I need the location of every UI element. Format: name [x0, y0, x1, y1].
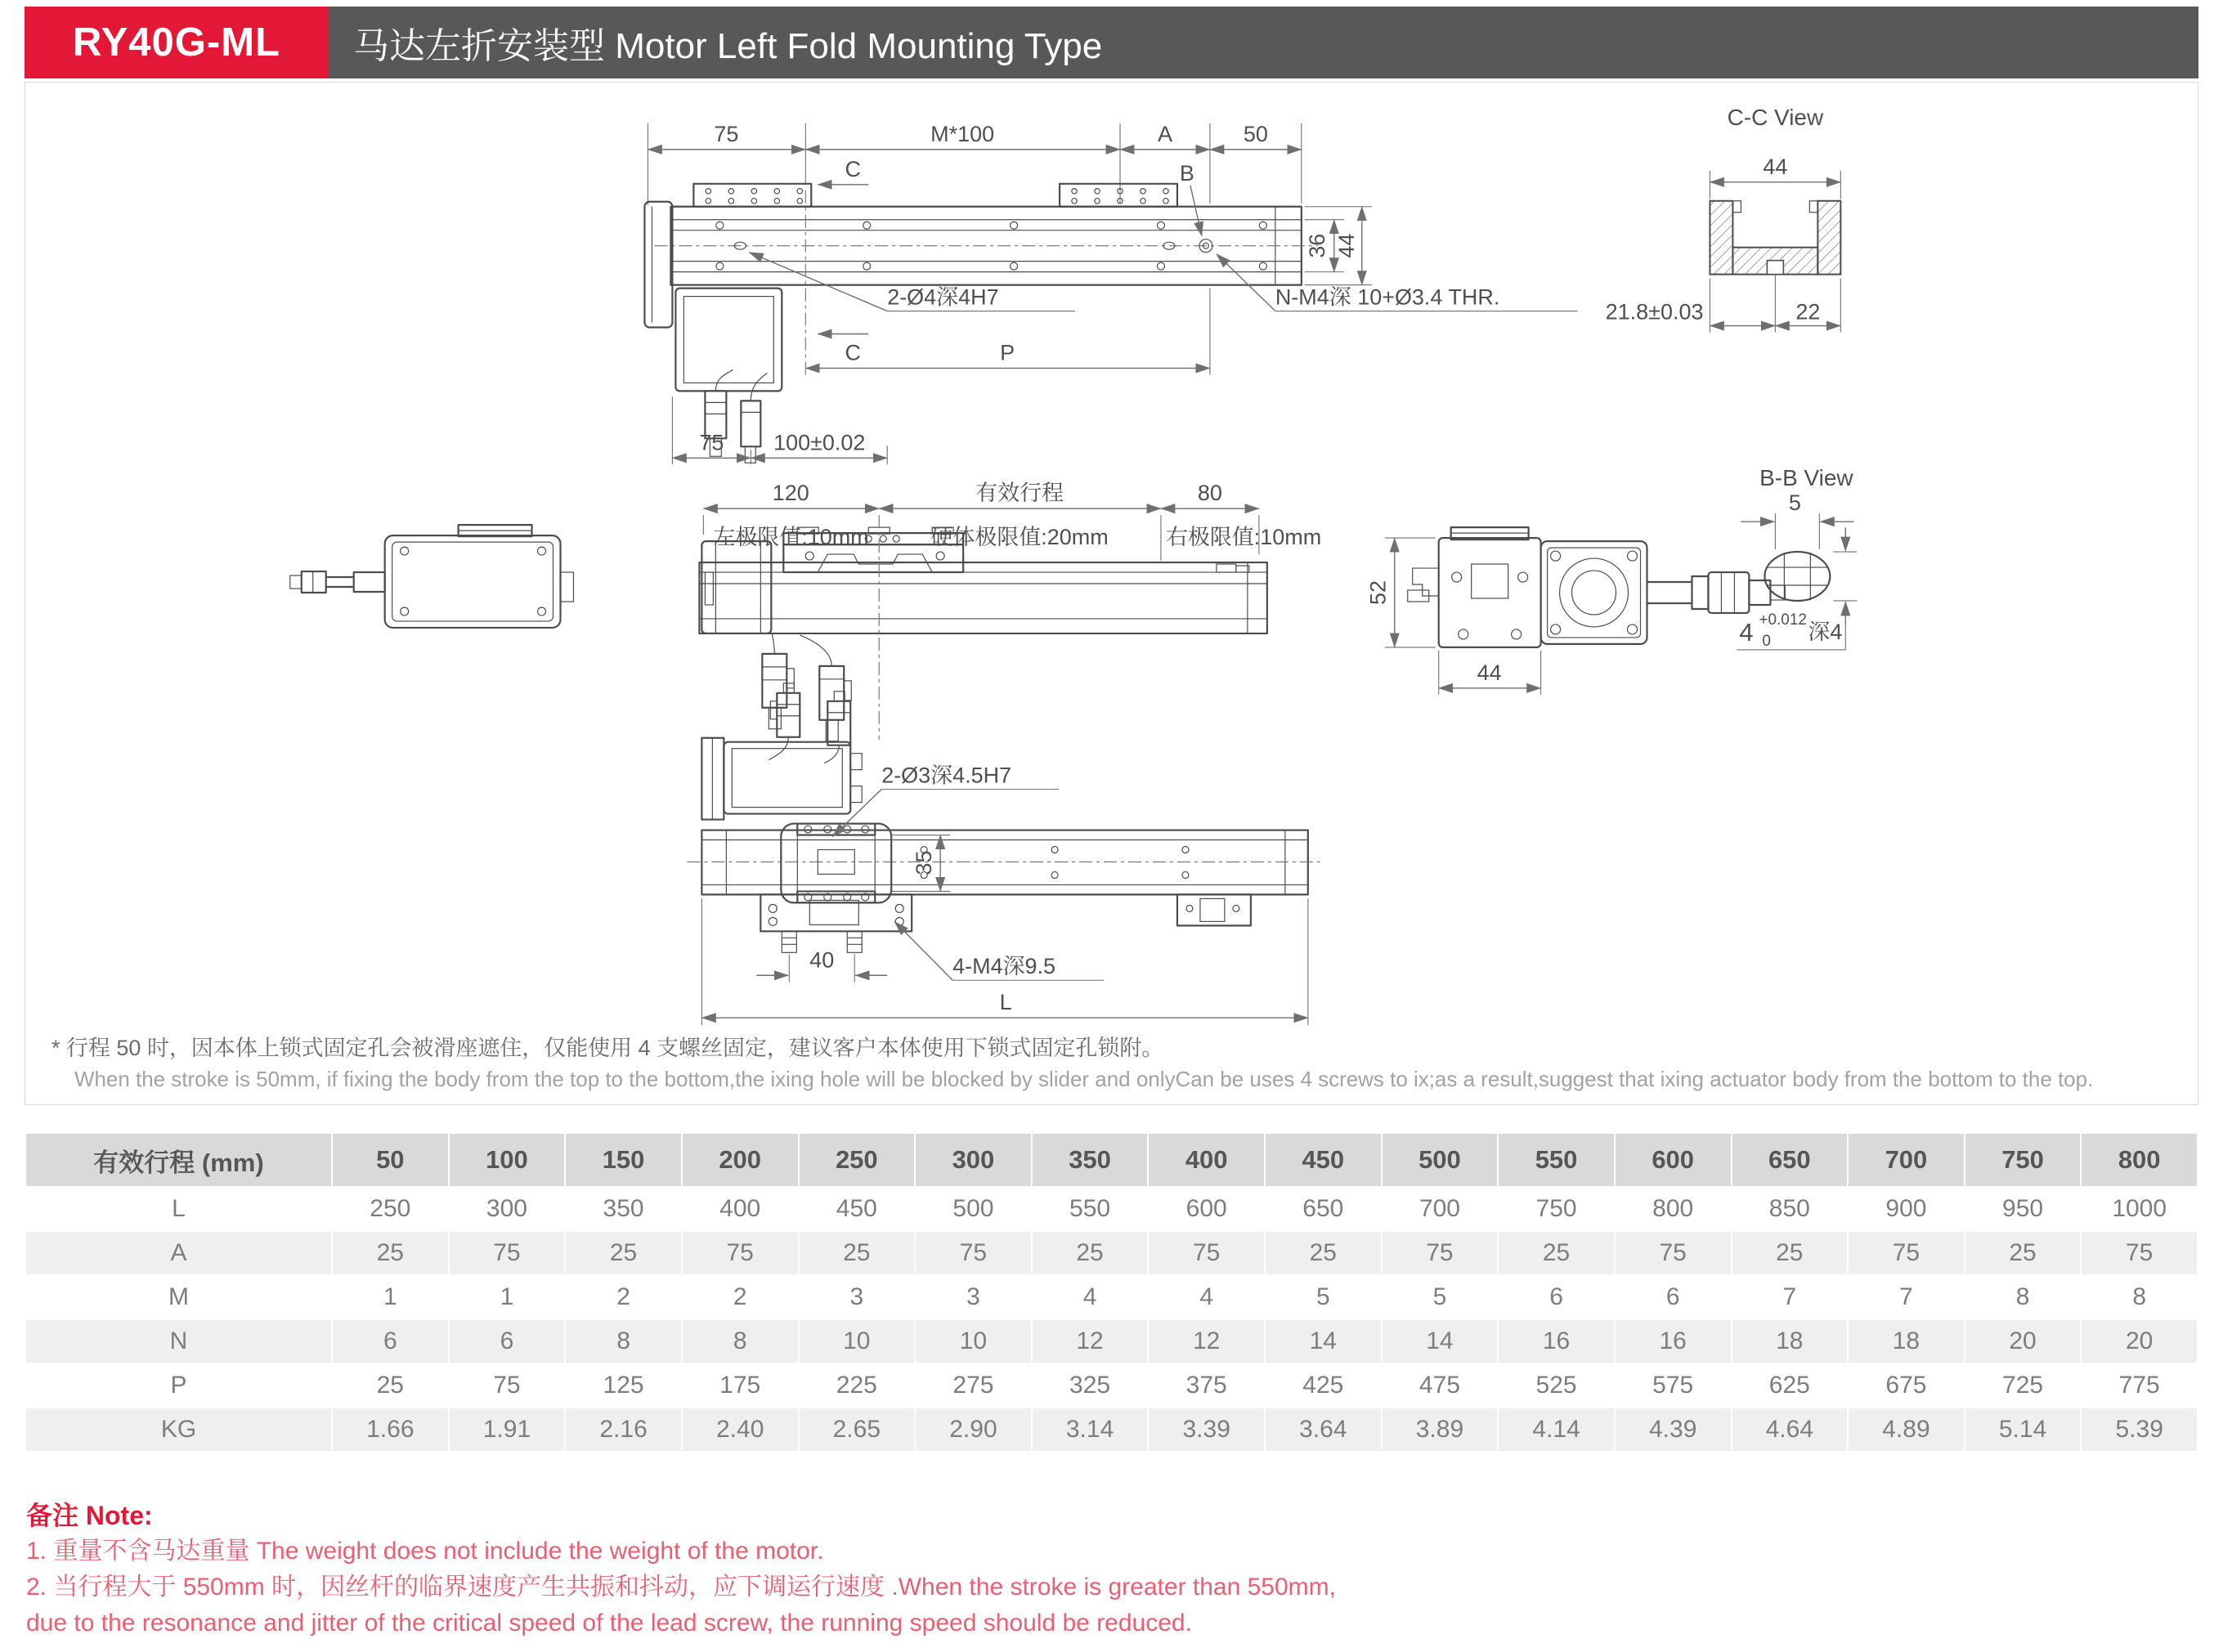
table-cell: 1.66 [332, 1408, 449, 1452]
table-cell: 775 [2081, 1363, 2198, 1408]
table-cell: 650 [1265, 1187, 1382, 1231]
table-cell: 250 [332, 1187, 449, 1231]
table-cell: 6 [449, 1319, 566, 1363]
bottom-view [687, 683, 1320, 1025]
table-cell: 4.64 [1732, 1408, 1849, 1452]
title-bar [25, 7, 2198, 78]
table-cell: 25 [1498, 1231, 1615, 1275]
table-cell: 3 [799, 1275, 916, 1319]
stroke-col-header: 800 [2081, 1133, 2198, 1187]
table-row-N [25, 1319, 2198, 1363]
table-cell: 20 [2081, 1319, 2198, 1363]
table-cell: 1000 [2081, 1187, 2198, 1231]
table-cell: 3.64 [1265, 1408, 1382, 1452]
table-cell: 125 [565, 1363, 682, 1408]
plate-holes [706, 189, 1168, 204]
table-cell: 14 [1265, 1319, 1382, 1363]
engineering-drawing [25, 83, 2198, 1104]
bb-tolerance-plus: +0.012 [1759, 611, 1807, 629]
table-cell: 3.89 [1382, 1408, 1499, 1452]
table-cell: 75 [1615, 1231, 1732, 1275]
table-cell: 2.16 [565, 1408, 682, 1452]
table-cell: 475 [1382, 1363, 1499, 1408]
table-cell: 8 [565, 1319, 682, 1363]
table-cell: 2.65 [799, 1408, 916, 1452]
table-cell: 5 [1265, 1275, 1382, 1319]
dim-40: 40 [809, 947, 835, 973]
stroke-col-header: 100 [449, 1133, 566, 1187]
table-cell: 1 [449, 1275, 566, 1319]
right-limit-label: 右极限值:10mm [1165, 525, 1322, 550]
bb-section-view [1737, 465, 1857, 650]
table-cell: 14 [1382, 1319, 1499, 1363]
table-cell: 3.39 [1148, 1408, 1265, 1452]
cc-dim-44: 44 [1763, 154, 1788, 179]
table-cell: 2 [565, 1275, 682, 1319]
table-cell: 8 [1965, 1275, 2082, 1319]
table-cell: 850 [1732, 1187, 1849, 1231]
table-cell: 8 [2081, 1275, 2198, 1319]
table-cell: 25 [1032, 1231, 1149, 1275]
table-cell: 6 [1498, 1275, 1615, 1319]
table-cell: 2.40 [682, 1408, 799, 1452]
table-cell: 425 [1265, 1363, 1382, 1408]
table-cell: 8 [682, 1319, 799, 1363]
table-cell: 1 [332, 1275, 449, 1319]
dim-44-plan: 44 [1333, 233, 1359, 258]
table-cell: 450 [799, 1187, 916, 1231]
table-cell: 25 [1965, 1231, 2082, 1275]
table-cell: 175 [682, 1363, 799, 1408]
bottom-thread-label: 4-M4深9.5 [952, 954, 1056, 979]
dim-50: 50 [1243, 121, 1268, 146]
spec-table-head-row [25, 1133, 2198, 1187]
table-cell: 75 [449, 1231, 566, 1275]
row-label: N [25, 1319, 332, 1363]
table-cell: 6 [1615, 1275, 1732, 1319]
table-row-M [25, 1275, 2198, 1319]
table-cell: 625 [1732, 1363, 1849, 1408]
label-b: B [1179, 160, 1194, 186]
table-cell: 16 [1498, 1319, 1615, 1363]
table-cell: 300 [449, 1187, 566, 1231]
table-cell: 4.39 [1615, 1408, 1732, 1452]
side-elevation-view [290, 481, 1786, 741]
effective-stroke-label: 有效行程 [975, 481, 1064, 506]
table-cell: 10 [799, 1319, 916, 1363]
table-cell: 3.14 [1032, 1408, 1149, 1452]
cc-dim-21-8: 21.8±0.03 [1605, 299, 1704, 325]
dim-44-end: 44 [1477, 660, 1502, 685]
dim-52: 52 [1365, 580, 1391, 605]
table-cell: 1.91 [449, 1408, 566, 1452]
row-label: L [25, 1187, 332, 1231]
stroke-col-header: 700 [1848, 1133, 1965, 1187]
stroke-col-header: 300 [915, 1133, 1032, 1187]
cc-view-title: C-C View [1727, 104, 1824, 130]
dim-a: A [1157, 121, 1172, 146]
hard-limit-label: 硬体极限值:20mm [930, 525, 1109, 550]
table-cell: 4.14 [1498, 1408, 1615, 1452]
bb-tolerance-zero: 0 [1762, 632, 1771, 650]
table-cell: 75 [682, 1231, 799, 1275]
table-cell: 4.89 [1848, 1408, 1965, 1452]
table-cell: 7 [1848, 1275, 1965, 1319]
table-cell: 12 [1032, 1319, 1149, 1363]
table-cell: 700 [1382, 1187, 1499, 1231]
table-cell: 500 [915, 1187, 1032, 1231]
table-cell: 7 [1732, 1275, 1849, 1319]
table-cell: 16 [1615, 1319, 1732, 1363]
table-cell: 375 [1148, 1363, 1265, 1408]
table-cell: 4 [1148, 1275, 1265, 1319]
table-cell: 950 [1965, 1187, 2082, 1231]
cc-section-view [1606, 105, 1841, 333]
section-mark-c-bottom: C [845, 340, 861, 365]
note-line-2: 2. 当行程大于 550mm 时，因丝杆的临界速度产生共振和抖动，应下调运行速度 .When the stroke is greater than 550mm, [26, 1574, 1336, 1601]
bb-dim-5: 5 [1788, 490, 1801, 516]
footnote-zh: * 行程 50 时，因本体上锁式固定孔会被滑座遮住，仅能使用 4 支螺丝固定，建议客户本体使用下锁式固定孔锁附。 [51, 1036, 1164, 1061]
table-cell: 25 [565, 1231, 682, 1275]
dim-l: L [999, 990, 1012, 1015]
row-label: A [25, 1231, 332, 1275]
page-title: 马达左折安装型 Motor Left Fold Mounting Type [353, 26, 1103, 66]
left-limit-label: 左极限值:10mm [713, 525, 869, 550]
table-cell: 5.39 [2081, 1408, 2198, 1452]
table-row-L [25, 1187, 2198, 1231]
table-cell: 20 [1965, 1319, 2082, 1363]
dim-75-bottom: 75 [699, 430, 724, 455]
table-cell: 10 [915, 1319, 1032, 1363]
table-row-KG [25, 1408, 2198, 1452]
cc-dim-22: 22 [1795, 299, 1821, 325]
dim-100: 100±0.02 [773, 430, 866, 455]
dim-120: 120 [772, 481, 809, 506]
table-corner-header: 有效行程 (mm) [25, 1133, 332, 1187]
table-cell: 725 [1965, 1363, 2082, 1408]
table-cell: 75 [1848, 1231, 1965, 1275]
table-cell: 25 [332, 1363, 449, 1408]
table-cell: 400 [682, 1187, 799, 1231]
table-cell: 2 [682, 1275, 799, 1319]
dim-75-top: 75 [714, 121, 739, 146]
table-cell: 25 [1732, 1231, 1849, 1275]
table-cell: 350 [565, 1187, 682, 1231]
table-cell: 18 [1732, 1319, 1849, 1363]
thread-hole-label: N-M4深 10+Ø3.4 THR. [1275, 284, 1500, 310]
stroke-col-header: 200 [682, 1133, 799, 1187]
table-cell: 525 [1498, 1363, 1615, 1408]
table-cell: 25 [332, 1231, 449, 1275]
bb-dim-4: 4 [1739, 617, 1754, 647]
stroke-col-header: 650 [1732, 1133, 1849, 1187]
bottom-dowel-label: 2-Ø3深4.5H7 [881, 763, 1012, 788]
top-plan-view [644, 122, 1577, 464]
table-cell: 325 [1032, 1363, 1149, 1408]
row-label: P [25, 1363, 332, 1408]
table-cell: 12 [1148, 1319, 1265, 1363]
table-cell: 6 [332, 1319, 449, 1363]
technical-drawing-panel [25, 82, 2198, 1105]
bb-depth-label: 深4 [1808, 619, 1843, 644]
table-cell: 75 [2081, 1231, 2198, 1275]
table-cell: 575 [1615, 1363, 1732, 1408]
table-row-A [25, 1231, 2198, 1275]
stroke-col-header: 500 [1382, 1133, 1499, 1187]
dim-p: P [1000, 340, 1015, 365]
stroke-col-header: 50 [332, 1133, 449, 1187]
table-cell: 75 [449, 1363, 566, 1408]
dim-m100: M*100 [930, 121, 995, 146]
stroke-col-header: 350 [1032, 1133, 1149, 1187]
stroke-col-header: 250 [799, 1133, 916, 1187]
notes-title: 备注 Note: [26, 1501, 153, 1530]
dowel-hole-label: 2-Ø4深4H7 [887, 284, 999, 310]
table-cell: 750 [1498, 1187, 1615, 1231]
model-badge [25, 7, 329, 78]
stroke-col-header: 150 [565, 1133, 682, 1187]
table-cell: 800 [1615, 1187, 1732, 1231]
table-cell: 3 [915, 1275, 1032, 1319]
spec-table-body [25, 1187, 2198, 1452]
dim-35: 35 [912, 850, 937, 875]
stroke-col-header: 550 [1498, 1133, 1615, 1187]
table-cell: 25 [799, 1231, 916, 1275]
model-code: RY40G-ML [73, 20, 280, 65]
dim-80: 80 [1197, 481, 1222, 506]
stroke-col-header: 750 [1965, 1133, 2082, 1187]
table-cell: 550 [1032, 1187, 1149, 1231]
row-label: M [25, 1275, 332, 1319]
table-cell: 900 [1848, 1187, 1965, 1231]
table-cell: 675 [1848, 1363, 1965, 1408]
notes-section [26, 1498, 1336, 1641]
note-line-3: due to the resonance and jitter of the critical speed of the lead screw, the running speed should be reduced. [26, 1609, 1192, 1636]
stroke-col-header: 600 [1615, 1133, 1732, 1187]
note-line-1: 1. 重量不含马达重量 The weight does not include the weight of the motor. [26, 1538, 824, 1565]
section-mark-c-top: C [845, 156, 861, 181]
table-row-P [25, 1363, 2198, 1408]
table-cell: 600 [1148, 1187, 1265, 1231]
table-cell: 5 [1382, 1275, 1499, 1319]
stroke-col-header: 400 [1148, 1133, 1265, 1187]
table-cell: 25 [1265, 1231, 1382, 1275]
table-cell: 225 [799, 1363, 916, 1408]
spec-table [25, 1132, 2198, 1453]
dim-36: 36 [1304, 233, 1329, 258]
table-cell: 75 [915, 1231, 1032, 1275]
table-cell: 275 [915, 1363, 1032, 1408]
table-cell: 18 [1848, 1319, 1965, 1363]
bb-view-title: B-B View [1759, 465, 1853, 491]
table-cell: 75 [1148, 1231, 1265, 1275]
row-label: KG [25, 1408, 332, 1452]
footnote-en: When the stroke is 50mm, if fixing the body from the top to the bottom,the ixing hole will be blocked by slider and onlyCan be uses 4 screws to ix;as a result,suggest that ixing actuator body from the bottom to the top. [74, 1067, 2094, 1092]
stroke-col-header: 450 [1265, 1133, 1382, 1187]
table-cell: 5.14 [1965, 1408, 2082, 1452]
table-cell: 4 [1032, 1275, 1149, 1319]
table-cell: 75 [1382, 1231, 1499, 1275]
table-cell: 2.90 [915, 1408, 1032, 1452]
